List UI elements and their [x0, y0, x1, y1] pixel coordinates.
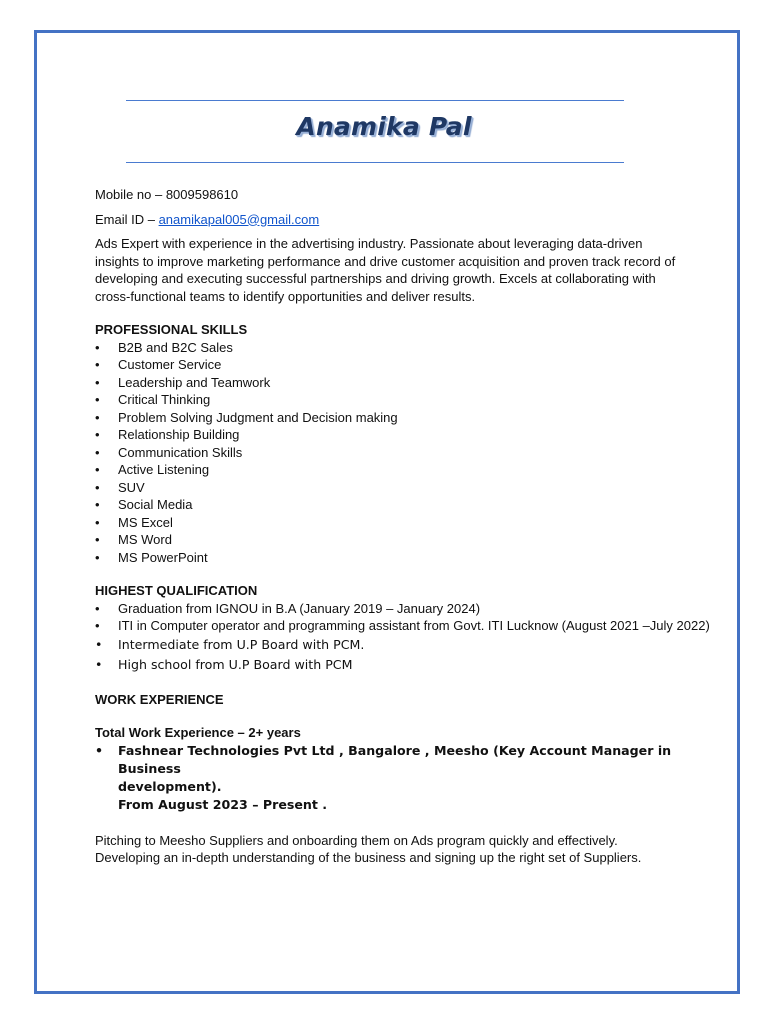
- email-line: [95, 211, 715, 229]
- list-item: • Active Listening: [95, 461, 715, 479]
- experience-heading: WORK EXPERIENCE: [95, 691, 224, 707]
- list-item: • Intermediate from U.P Board with PCM.: [95, 635, 715, 655]
- summary-line: insights to improve marketing performance and drive customer acquisition and proven track record of: [95, 253, 676, 269]
- header-rule-top: [126, 100, 624, 101]
- job-title-line: • Fashnear Technologies Pvt Ltd , Bangalore , Meesho (Key Account Manager in Business: [118, 742, 672, 776]
- summary-line: developing and executing successful partnerships and driving growth. Excels at collaborating with: [95, 271, 656, 286]
- list-item: • MS PowerPoint: [95, 549, 715, 567]
- job-period: From August 2023 – Present .: [118, 796, 328, 812]
- list-item: • Critical Thinking: [95, 391, 715, 409]
- candidate-name: Anamika Pal: [296, 112, 472, 141]
- skills-list: [95, 339, 715, 567]
- mobile-number: Mobile no – 8009598610: [95, 187, 239, 202]
- list-item: • Relationship Building: [95, 426, 715, 444]
- qualification-list: [95, 600, 715, 675]
- job-title-line: development).: [118, 778, 222, 794]
- list-item: • ITI in Computer operator and programming assistant from Govt. ITI Lucknow (August 2021 –July 2022): [95, 617, 715, 635]
- job-description: [95, 832, 715, 867]
- list-item: • High school from U.P Board with PCM: [95, 655, 715, 675]
- summary-line: Ads Expert with experience in the advertising industry. Passionate about leveraging data-driven: [95, 236, 643, 251]
- list-item: • Problem Solving Judgment and Decision making: [95, 409, 715, 427]
- list-item: • MS Word: [95, 531, 715, 549]
- resume-body: [95, 186, 715, 867]
- job-list: [95, 742, 715, 814]
- list-item: • B2B and B2C Sales: [95, 339, 715, 357]
- total-experience: Total Work Experience – 2+ years: [95, 725, 301, 740]
- list-item: • Graduation from IGNOU in B.A (January 2019 – January 2024): [95, 600, 715, 618]
- description-line: Pitching to Meesho Suppliers and onboarding them on Ads program quickly and effectively.: [95, 832, 618, 848]
- summary-line: cross-functional teams to identify opportunities and deliver results.: [95, 288, 476, 304]
- list-item: • SUV: [95, 479, 715, 497]
- email-link[interactable]: anamikapal005@gmail.com: [158, 211, 320, 227]
- skills-heading: PROFESSIONAL SKILLS: [95, 322, 248, 337]
- qualification-heading: HIGHEST QUALIFICATION: [95, 583, 258, 598]
- list-item: • Communication Skills: [95, 444, 715, 462]
- header-rule-bottom: [126, 162, 624, 163]
- description-line: Developing an in-depth understanding of the business and signing up the right set of Suppliers.: [95, 850, 642, 865]
- profile-summary: [95, 235, 715, 305]
- email-label: Email ID –: [95, 211, 159, 227]
- list-item: • Customer Service: [95, 356, 715, 374]
- list-item: • Social Media: [95, 496, 715, 514]
- job-entry: [95, 742, 715, 814]
- list-item: • MS Excel: [95, 514, 715, 532]
- list-item: • Leadership and Teamwork: [95, 374, 715, 392]
